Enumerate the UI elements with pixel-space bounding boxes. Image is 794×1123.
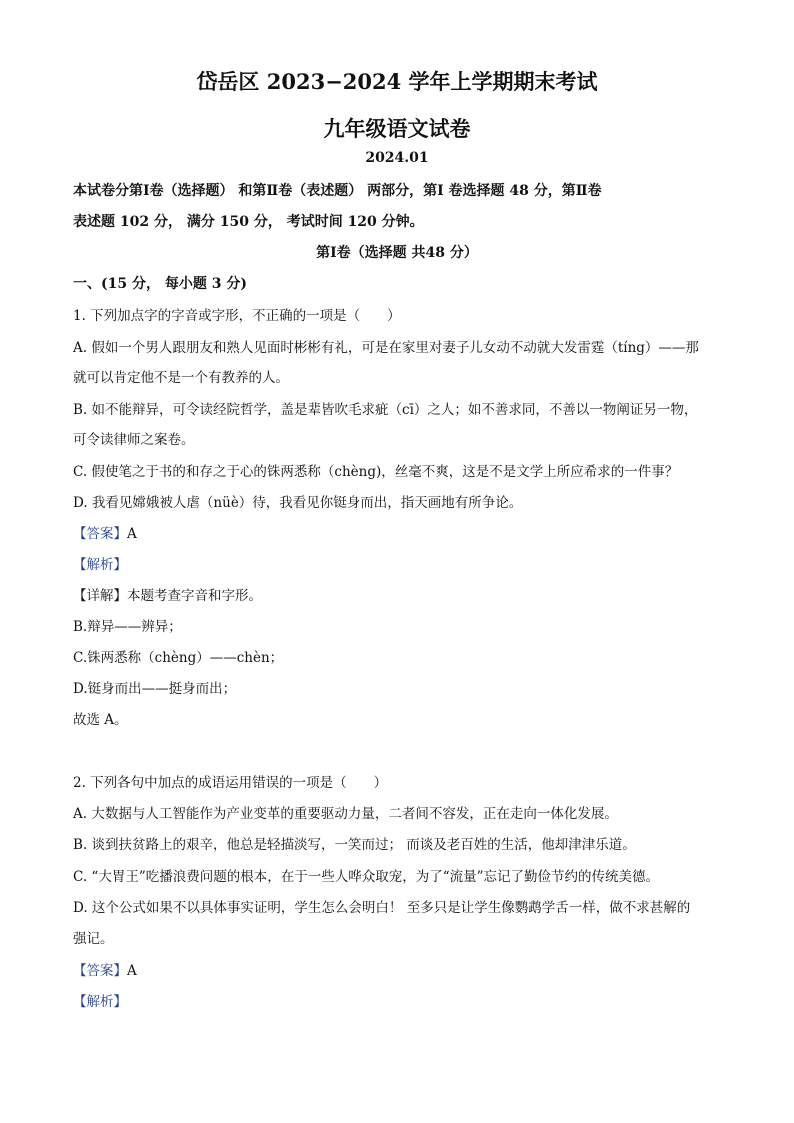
q2-stem: 2. 下列各句中加点的成语运用错误的一项是（ ） xyxy=(73,775,388,791)
q1-analysis xyxy=(73,555,723,575)
q1-detail xyxy=(73,586,723,606)
answer-value: A xyxy=(127,526,137,542)
detail-text: 本题考查字音和字形。 xyxy=(127,588,262,604)
q1-explain-d: D.铤身而出——挺身而出； xyxy=(73,681,237,697)
q1-explain-c: C.铢两悉称（chèng）——chèn； xyxy=(73,650,284,666)
q1-conclusion: 故选 A。 xyxy=(73,712,128,728)
exam-subtitle: 九年级语文试卷 xyxy=(323,116,471,141)
q1-stem: 1. 下列加点字的字音或字形，不正确的一项是（ ） xyxy=(73,308,401,324)
analysis-tag: 【解析】 xyxy=(73,557,127,573)
answer-tag: 【答案】 xyxy=(73,963,127,979)
exam-title: 岱岳区 2023−2024 学年上学期期末考试 xyxy=(196,69,598,94)
q1-option-a-line2: 就可以肯定他不是一个有教养的人。 xyxy=(73,370,289,386)
section-title: 第Ⅰ卷（选择题 共48 分） xyxy=(316,245,478,261)
answer-tag: 【答案】 xyxy=(73,526,127,542)
exam-date: 2024.01 xyxy=(365,150,429,166)
part-heading: 一、(15 分， 每小题 3 分) xyxy=(73,276,247,292)
analysis-tag: 【解析】 xyxy=(73,994,127,1010)
answer-value: A xyxy=(127,963,137,979)
q1-option-b-line2: 可令读律师之案卷。 xyxy=(73,432,195,448)
intro-line-2: 表述题 102 分， 满分 150 分， 考试时间 120 分钟。 xyxy=(73,214,424,230)
q1-answer xyxy=(73,524,723,544)
q1-option-d: D. 我看见嫦娥被人虐（nüè）待，我看见你铤身而出，指天画地有所争论。 xyxy=(73,495,523,511)
q1-option-c: C. 假使笔之于书的和存之于心的铢两悉称（chèng)，丝毫不爽，这是不是文学上所应希求的一件事？ xyxy=(73,464,679,480)
q1-option-a-line1: A. 假如一个男人跟朋友和熟人见面时彬彬有礼，可是在家里对妻子儿女动不动就大发雷霆（tíng）——那 xyxy=(73,340,699,356)
q2-analysis xyxy=(73,992,723,1012)
q2-option-d-line2: 强记。 xyxy=(73,931,114,947)
detail-tag: 【详解】 xyxy=(73,588,127,604)
q2-option-c: C. “大胃王”吃播浪费问题的根本，在于一些人哗众取宠，为了“流量”忘记了勤俭节约的传统美德。 xyxy=(73,869,660,885)
q2-option-a: A. 大数据与人工智能作为产业变革的重要驱动力量，二者间不容发，正在走向一体化发展。 xyxy=(73,806,618,822)
q2-answer xyxy=(73,961,723,981)
q2-option-b: B. 谈到扶贫路上的艰辛，他总是轻描淡写，一笑而过； 而谈及老百姓的生活，他却津津乐道。 xyxy=(73,837,636,853)
intro-line-1: 本试卷分第Ⅰ卷（选择题） 和第Ⅱ卷（表述题） 两部分，第Ⅰ 卷选择题 48 分，第Ⅱ卷 xyxy=(73,183,602,199)
q1-explain-b: B.辩异——辨异； xyxy=(73,619,182,635)
q1-option-b-line1: B. 如不能辩异，可令读经院哲学，盖是辈皆吹毛求疵（cī）之人；如不善求同，不善以一物阐证另一物， xyxy=(73,402,698,418)
q2-option-d-line1: D. 这个公式如果不以具体事实证明，学生怎么会明白！ 至多只是让学生像鹦鹉学舌一样，做不求甚解的 xyxy=(73,900,691,916)
